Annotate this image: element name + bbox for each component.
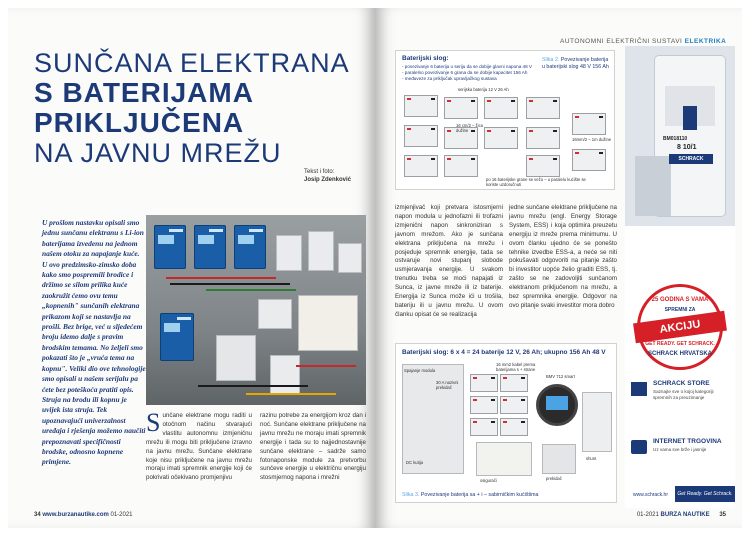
seal-brand: SCHRACK HRVATSKA <box>647 351 712 357</box>
figure-2-note: serijska baterija 12 V 26 Ah <box>458 87 509 92</box>
title-line-2: S BATERIJAMA <box>34 77 254 108</box>
figure-3-label: DC kutija <box>406 460 423 465</box>
figure-2-caption <box>542 57 612 70</box>
right-page-number: 35 <box>719 512 726 518</box>
section-header <box>560 38 726 45</box>
magazine-spread <box>8 8 742 528</box>
left-footer-issue: 01-2021 <box>110 512 133 518</box>
figure-2-caption-text: Povezivanje baterija u baterijski slog 48 V 156 Ah <box>542 57 609 70</box>
title-line-1: SUNČANA ELEKTRANA <box>34 48 350 78</box>
internet-shop-row <box>631 438 731 468</box>
figure-3-label: BMV 712 smart <box>546 374 575 379</box>
right-page <box>375 8 742 528</box>
figure-2-note: 16 cm/2 – žica dužine <box>456 123 483 133</box>
figure-2-note: 16mm/2 – 1m dužine <box>572 137 612 142</box>
product-rating: 8 10/1 <box>677 144 697 151</box>
drop-cap: S <box>146 408 161 437</box>
body-column-2: razinu potrebe za energijom kroz dan i noć. Sunčane elektrane priključene na javnu mrežu ne moraju imati spremnik energije i tada su to najjednostavnije sunčane elektrane – sadrže samo fotonaponske module za pretvorbu sunčeve energije u električnu energiju stosmjernog napona i mrežni <box>260 412 366 482</box>
store-icon <box>631 382 647 396</box>
byline-label: Tekst i foto: <box>304 169 335 175</box>
article-title <box>34 48 364 168</box>
ad-slogan: Get Ready. Get Schrack. <box>675 486 735 502</box>
cart-icon <box>631 440 647 454</box>
figure-2-bullet: - povezivanje 6 baterija u seriju da se dobije glavni napona 48 V <box>402 64 532 69</box>
body-column-3: izmjenjivač koji pretvara istosmjerni napon modula u jednofazni ili trofazni izmjenični napon sinkroniziran s javnom mrežom. Ako je sunčana elektrana priključena na mrežu i posjeduje spremnik energije, tada se ostvaruje novi stupanj slobode usmjeravanja energije. U svakom trenutku treba se moći napajati iz Sunca, iz javne mreže ili iz baterije. Energija iz Sunca može ići u trošila, bateriju ili u javnu mrežu. U ovom članku opisat će se realizacija <box>395 204 503 318</box>
seal-tagline: GET READY. GET SCHRACK. <box>645 341 715 347</box>
figure-3-label: osigurači <box>480 478 497 483</box>
figure-3-label: 16 mm2 kabel prema baterijama s + strane <box>496 362 536 372</box>
byline <box>304 168 374 184</box>
product-brand: SCHRACK <box>669 154 713 164</box>
figure-3-caption-text: Povezivanje baterija sa + i – sabirničkim kućištima <box>420 492 539 498</box>
title-line-4: NA JAVNU MREŽU <box>34 138 282 168</box>
figure-3-label: Spajanje modula <box>404 368 436 373</box>
seal-top: SPREMNI ZA <box>664 307 696 313</box>
figure-3-title: Baterijski slog: 6 x 4 = 24 baterije 12 V, 26 Ah; ukupno 156 Ah 48 V <box>402 349 606 356</box>
shop-text: Uz vama sve brže i jasnije <box>653 447 707 452</box>
right-footer-site: BURZA NAUTIKE <box>660 512 710 518</box>
store-title: SCHRACK STORE <box>653 380 710 387</box>
section-header-highlight: ELEKTRIKA <box>684 38 727 45</box>
store-text: Saznajte sve o kojoj kategoriji spremnih za preuzimanje <box>653 389 714 400</box>
body-column-1-text: unčane elektrane mogu raditi u otočnom načinu stvarajući vlastitu autonomnu izmjeničnu mrežu ili mogu biti priključene izravno na javnu mrežu. Sunčane elektrane koje nisu priključene na javnu mrežu moraju imati spremnik energije koji će pokrivati očekivano promjenjivu <box>146 412 252 482</box>
right-footer <box>637 512 726 518</box>
right-footer-issue: 01-2021 <box>636 512 659 518</box>
schrack-advertisement <box>625 46 735 508</box>
left-page <box>8 8 375 528</box>
solar-installation-photo <box>146 215 366 405</box>
left-footer <box>34 512 133 518</box>
figure-3-label: shunt <box>586 456 597 461</box>
figure-2-bullet: - paralelno povezivanje 6 grana da se dobije kapacitet 156 Ah <box>402 70 528 75</box>
figure-2-bullets <box>402 64 532 82</box>
intro-paragraph: U prošlom nastavku opisali smo jednu sunčanu elektranu s Li-ion baterijama izvedenu na jednom našem otoku za napajanje kuće. U ovo predzimsko-zimsko doba kako smo pospremili brodice i držimo se silom prilika kuće zaokružit ćemo ovu temu „kopnenih" sunčanih elektrana prikazom koji se nastavlja na prošli. Bez brige, već u sljedećem broju idemo dalje s pravim brodskim temama. No željeli smo pokazati što je „vruća tema na kopnu". Veliki dio ove tehnologije smo opisali u našem serijalu pa ćete bez poteškoća pratiti opis. Struja na brodu ili kopnu je uvijek ista struja. Tek upoznavajući univerzalnost uređaja i rješenja možemo naučiti prepoznavati specifičnosti brodske, odnosno kopnene primjene. <box>42 218 146 467</box>
figure-3-caption <box>402 492 614 499</box>
ad-url: www.schrack.hr <box>633 492 669 498</box>
body-column-4: jedne sunčane elektrane priključene na javnu mrežu (engl. Energy Storage System, ESS) i koja optimira preuzetu energiju iz mreže prema minimumu. U ovom članku ujedno će se ponešto tehnike izvedbe ESS-a, a neće se niti pokušavati odgovoriti na pitanje zašto bi investitor uopće želio graditi ESS, tj. zašto se ne zadovoljiti sunčanom elektranom priključenom na mrežu, a bez spremnika energije. Odgovor na ovo pitanje svaki investitor mora dobro <box>509 204 617 309</box>
product-code: BM018110 <box>663 136 688 142</box>
seal-main: AKCIJU <box>633 311 727 344</box>
figure-2-note: po 16 baterijske grane se vežu – u paralelu kućište se koriste uzdoručnuti <box>486 177 586 187</box>
schrack-store-row <box>631 380 731 410</box>
left-page-number: 34 <box>34 512 41 518</box>
figure-3 <box>395 343 617 503</box>
figure-3-label: 30 A nazivni prekidač <box>436 380 459 390</box>
title-line-3: PRIKLJUČENA <box>34 107 245 138</box>
anniversary-seal <box>637 284 723 370</box>
figure-3-label: prekidač <box>546 476 562 481</box>
figure-2-caption-label: Slika 2. <box>542 57 560 63</box>
byline-author: Josip Zdenković <box>304 177 352 183</box>
left-footer-site: www.burzanautike.com <box>42 512 109 518</box>
figure-3-caption-label: Slika 3. <box>402 492 420 498</box>
seal-years: 25 GODINA S VAMA <box>651 297 709 303</box>
shop-title: INTERNET TRGOVINA <box>653 438 722 445</box>
figure-2-bullet: - međuveze za priključak upravljačkog sustava <box>402 76 497 81</box>
figure-2-title: Baterijski slog: <box>402 55 449 62</box>
section-header-text: AUTONOMNI ELEKTRIČNI SUSTAVI <box>560 38 683 45</box>
figure-2 <box>395 50 615 190</box>
body-column-1 <box>146 408 252 483</box>
circuit-breaker-photo <box>625 46 735 226</box>
